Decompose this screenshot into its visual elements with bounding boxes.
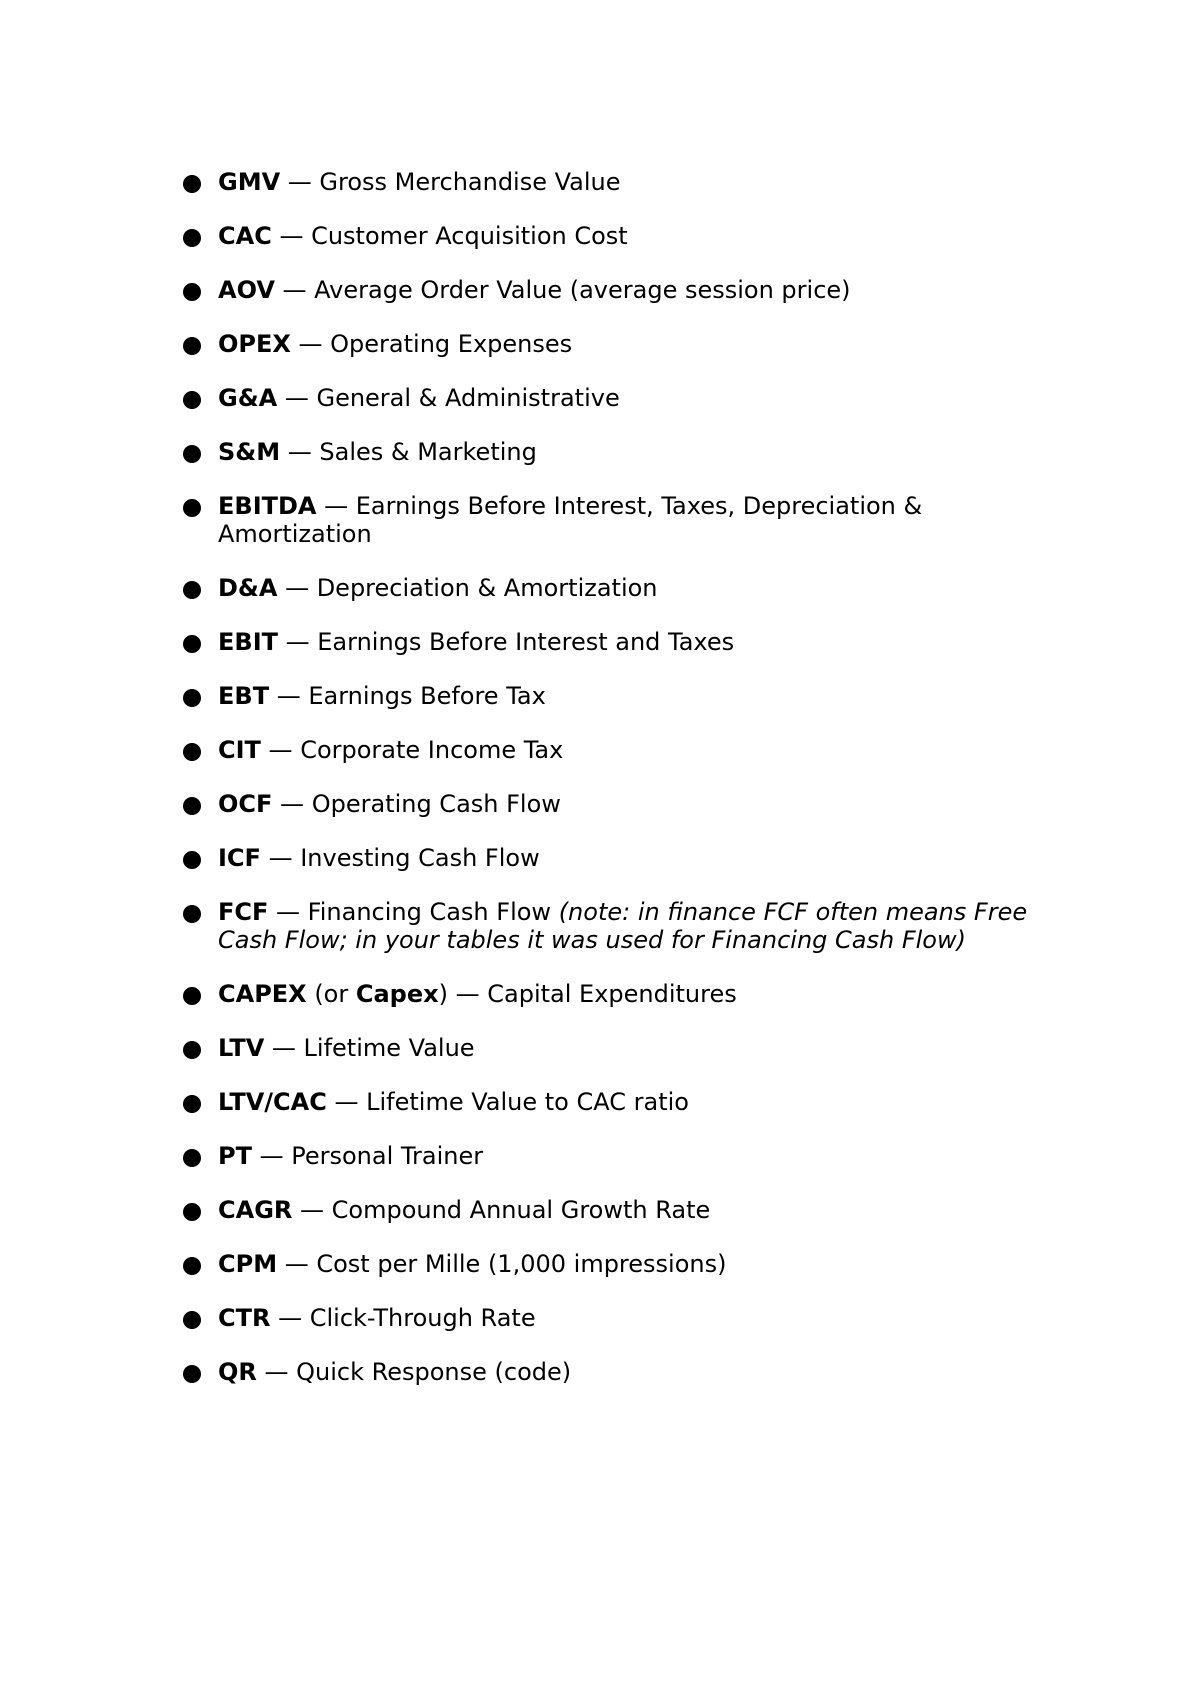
bullet-icon <box>183 1365 201 1383</box>
definition: Click-Through Rate <box>309 1304 536 1332</box>
abbreviation: CTR <box>218 1304 271 1332</box>
abbreviation-glossary <box>180 168 1060 1412</box>
definition: Cost per Mille (1,000 impressions) <box>316 1250 727 1278</box>
bullet-icon <box>183 391 201 409</box>
glossary-item-ocf <box>180 790 1060 818</box>
glossary-item-cit <box>180 736 1060 764</box>
definition: General & Administrative <box>316 384 620 412</box>
bullet-icon <box>183 229 201 247</box>
dash: — <box>274 276 315 304</box>
bullet-icon <box>183 445 201 463</box>
bullet-icon <box>183 1203 201 1221</box>
definition: Average Order Value (average session price) <box>314 276 851 304</box>
bullet-icon <box>183 1095 201 1113</box>
definition: Earnings Before Interest, Taxes, Depreciation & Amortization <box>218 492 923 548</box>
bullet-icon <box>183 743 201 761</box>
glossary-item-ctr <box>180 1304 1060 1332</box>
definition: Investing Cash Flow <box>300 844 540 872</box>
glossary-item-g-and-a <box>180 384 1060 412</box>
abbreviation: PT <box>218 1142 252 1170</box>
dash: — <box>277 384 317 412</box>
dash: — <box>256 1358 297 1386</box>
bullet-icon <box>183 1257 201 1275</box>
glossary-item-d-and-a <box>180 574 1060 602</box>
abbreviation: CAPEX <box>218 980 307 1008</box>
abbreviation: GMV <box>218 168 281 196</box>
dash: — <box>280 438 320 466</box>
glossary-item-cpm <box>180 1250 1060 1278</box>
glossary-item-opex <box>180 330 1060 358</box>
dash: — <box>292 1196 332 1224</box>
dash: — <box>271 222 312 250</box>
bullet-icon <box>183 499 201 517</box>
definition: Sales & Marketing <box>319 438 537 466</box>
abbreviation: LTV/CAC <box>218 1088 327 1116</box>
glossary-item-cagr <box>180 1196 1060 1224</box>
bullet-icon <box>183 1311 201 1329</box>
abbreviation: AOV <box>218 276 275 304</box>
bullet-icon <box>183 581 201 599</box>
dash: — <box>268 898 308 926</box>
abbreviation: G&A <box>218 384 278 412</box>
glossary-item-ebitda <box>180 492 1060 548</box>
bullet-icon <box>183 283 201 301</box>
abbreviation-alias: Capex <box>355 980 439 1008</box>
definition: Financing Cash Flow <box>307 898 559 926</box>
glossary-item-aov <box>180 276 1060 304</box>
abbreviation: CIT <box>218 736 261 764</box>
definition: Operating Cash Flow <box>311 790 561 818</box>
bullet-icon <box>183 987 201 1005</box>
bullet-icon <box>183 689 201 707</box>
definition: Earnings Before Interest and Taxes <box>317 628 735 656</box>
dash: — <box>270 1304 310 1332</box>
dash: — <box>290 330 331 358</box>
alias-open: (or <box>306 980 356 1008</box>
abbreviation: OCF <box>218 790 273 818</box>
glossary-item-fcf <box>180 898 1060 954</box>
bullet-icon <box>183 175 201 193</box>
abbreviation: OPEX <box>218 330 291 358</box>
definition: Earnings Before Tax <box>308 682 546 710</box>
dash: — <box>272 790 312 818</box>
abbreviation: EBIT <box>218 628 278 656</box>
definition-note: (note: in finance FCF often means Free Cash Flow; in your tables it was used for Financing Cash Flow) <box>218 898 1028 954</box>
bullet-icon <box>183 337 201 355</box>
dash: — <box>260 844 301 872</box>
abbreviation: CAGR <box>218 1196 293 1224</box>
dash: — <box>447 980 488 1008</box>
abbreviation: D&A <box>218 574 278 602</box>
glossary-item-capex <box>180 980 1060 1008</box>
abbreviation: EBT <box>218 682 270 710</box>
bullet-icon <box>183 1149 201 1167</box>
glossary-item-cac <box>180 222 1060 250</box>
definition: Personal Trainer <box>291 1142 484 1170</box>
bullet-icon <box>183 635 201 653</box>
glossary-item-pt <box>180 1142 1060 1170</box>
definition: Gross Merchandise Value <box>319 168 621 196</box>
definition: Lifetime Value to CAC ratio <box>366 1088 689 1116</box>
abbreviation: FCF <box>218 898 269 926</box>
bullet-icon <box>183 851 201 869</box>
definition: Lifetime Value <box>303 1034 475 1062</box>
definition: Compound Annual Growth Rate <box>331 1196 711 1224</box>
glossary-item-icf <box>180 844 1060 872</box>
abbreviation: S&M <box>218 438 281 466</box>
dash: — <box>326 1088 367 1116</box>
glossary-item-s-and-m <box>180 438 1060 466</box>
abbreviation: ICF <box>218 844 261 872</box>
dash: — <box>277 1250 317 1278</box>
dash: — <box>316 492 356 520</box>
definition: Depreciation & Amortization <box>316 574 658 602</box>
alias-close: ) <box>438 980 448 1008</box>
glossary-item-qr <box>180 1358 1060 1386</box>
dash: — <box>277 574 317 602</box>
abbreviation: CAC <box>218 222 272 250</box>
dash: — <box>251 1142 292 1170</box>
dash: — <box>278 628 318 656</box>
dash: — <box>260 736 301 764</box>
glossary-item-ltv-cac <box>180 1088 1060 1116</box>
dash: — <box>269 682 309 710</box>
glossary-item-gmv <box>180 168 1060 196</box>
bullet-icon <box>183 905 201 923</box>
glossary-item-ltv <box>180 1034 1060 1062</box>
definition: Customer Acquisition Cost <box>311 222 628 250</box>
glossary-item-ebit <box>180 628 1060 656</box>
bullet-icon <box>183 1041 201 1059</box>
dash: — <box>264 1034 304 1062</box>
definition: Quick Response (code) <box>296 1358 572 1386</box>
definition: Capital Expenditures <box>487 980 737 1008</box>
bullet-icon <box>183 797 201 815</box>
abbreviation: LTV <box>218 1034 265 1062</box>
abbreviation: EBITDA <box>218 492 317 520</box>
abbreviation: QR <box>218 1358 257 1386</box>
definition: Corporate Income Tax <box>300 736 564 764</box>
definition: Operating Expenses <box>330 330 573 358</box>
glossary-item-ebt <box>180 682 1060 710</box>
abbreviation: CPM <box>218 1250 278 1278</box>
dash: — <box>280 168 320 196</box>
